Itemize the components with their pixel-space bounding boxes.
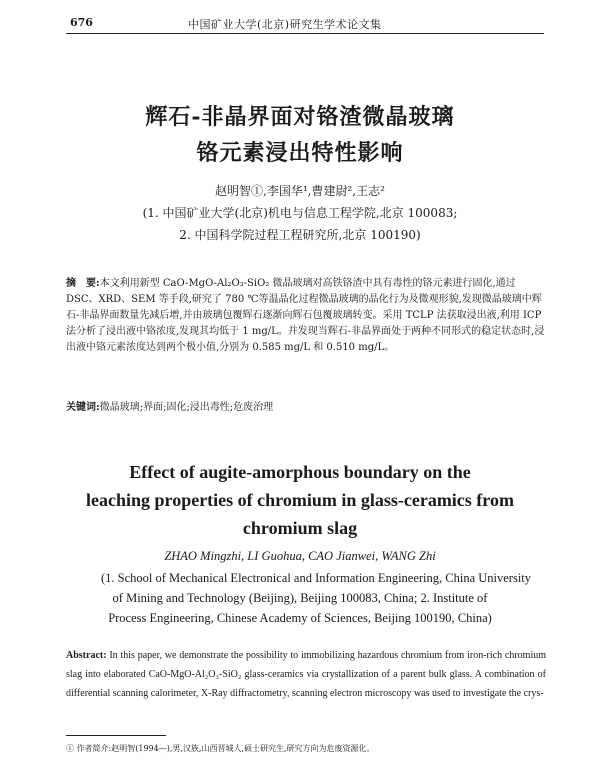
cn-authors: 赵明智①,李国华¹,曹建尉²,王志² <box>215 184 385 198</box>
cn-keywords-label: 关键词: <box>66 402 100 413</box>
en-affiliation-line3: Process Engineering, Chinese Academy of Sciences, Beijing 100190, China) <box>108 611 492 625</box>
cn-affiliation-line1: (1. 中国矿业大学(北京)机电与信息工程学院,北京 100083; <box>142 206 458 220</box>
cn-title-line1: 辉石-非晶界面对铬渣微晶玻璃 <box>145 104 455 130</box>
footnote-rule <box>66 735 166 736</box>
en-abstract <box>66 646 546 703</box>
en-abstract-label: Abstract: <box>66 650 107 661</box>
en-title-line1: Effect of augite-amorphous boundary on the <box>129 462 471 482</box>
cn-affiliation-line2: 2. 中国科学院过程工程研究所,北京 100190) <box>179 228 421 242</box>
cn-abstract-label: 摘 要: <box>66 278 100 289</box>
running-head: 中国矿业大学(北京)研究生学术论文集 <box>188 18 382 31</box>
cn-abstract <box>66 276 546 356</box>
header-rule <box>66 33 544 34</box>
cn-title-line2: 铬元素浸出特性影响 <box>196 140 404 166</box>
en-title-line2: leaching properties of chromium in glass-ceramics from <box>86 490 514 510</box>
page-number: 676 <box>70 16 93 29</box>
cn-keywords <box>66 400 546 416</box>
en-affiliation-line2: of Mining and Technology (Beijing), Beijing 100083, China; 2. Institute of <box>112 591 488 605</box>
cn-keywords-text: 微晶玻璃;界面;固化;浸出毒性;危废治理 <box>99 402 274 413</box>
en-authors: ZHAO Mingzhi, LI Guohua, CAO Jianwei, WANG Zhi <box>164 549 436 563</box>
en-title-line3: chromium slag <box>242 518 358 538</box>
footnote: ① 作者简介:赵明智(1994—),男,汉族,山西晋城人,硕士研究生,研究方向为危废资源化。 <box>66 744 375 753</box>
cn-abstract-text: 本文利用新型 CaO-MgO-Al₂O₃-SiO₂ 微晶玻璃对高铁铬渣中具有毒性的铬元素进行固化,通过 DSC、XRD、SEM 等手段,研究了 780 ℃等温晶化过程微晶玻璃的晶化行为及微观形貌,发现微晶玻璃中辉石-非晶界面数量先减后增,并由玻璃包覆辉石逐渐向辉石包覆玻璃转变。采用 TCLP 法获取浸出液,利用 ICP 法分析了浸出液中铬浓度,发现其均低于 1 mg/L。并发现当辉石-非晶界面处于两种不同形式的稳定状态时,浸出液中铬元素浓度达到两个极小值,分别为 0.585 mg/L 和 0.510 mg/L。 <box>66 278 545 353</box>
en-abstract-text: In this paper, we demonstrate the possibility to immobilizing hazardous chromium from iron-rich chromium slag into elaborated CaO-MgO-Al₂O₃-SiO₂ glass-ceramics via crystallization of a parent bulk glass. A combination of differential scanning calorimeter, X-Ray diffractometry, scanning electron microscopy was used to investigate the crys- <box>66 650 547 699</box>
en-affiliation-line1: (1. School of Mechanical Electronical and Information Engineering, China University <box>100 571 532 585</box>
